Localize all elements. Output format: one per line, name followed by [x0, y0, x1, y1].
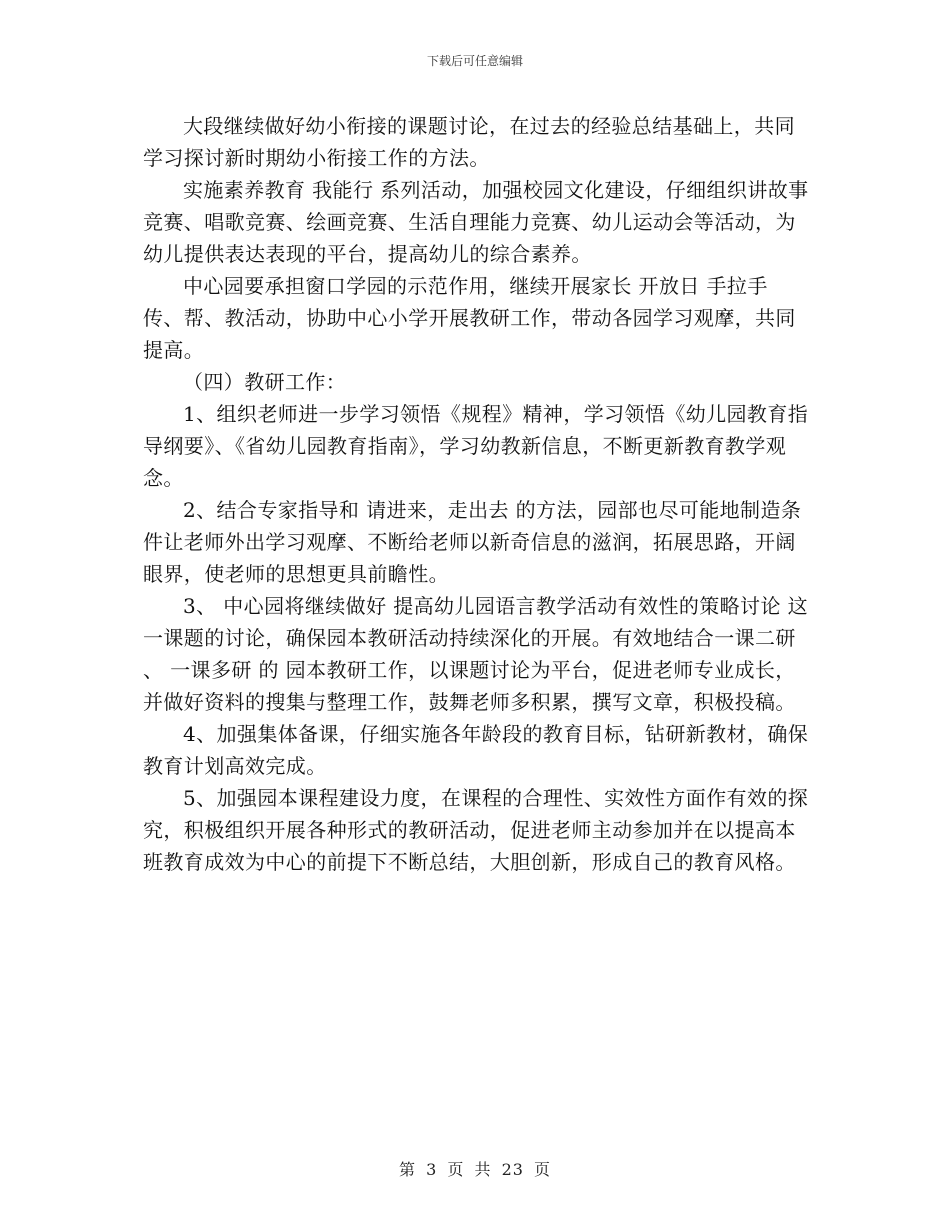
page-footer [0, 1157, 950, 1180]
footer-total-pages: 23 [501, 1160, 524, 1179]
paragraph-item-4: 4、加强集体备课，仔细实施各年龄段的教育目标，钻研新教材，确保教育计划高效完成。 [143, 722, 809, 778]
page-header: 下载后可任意编辑 [426, 54, 523, 68]
paragraph-center-kindergarten: 中心园要承担窗口学园的示范作用，继续开展家长 开放日 手拉手 传、帮、教活动，协助中心小学开展教研工作，带动各园学习观摩，共同提高。 [143, 274, 796, 362]
document-body [143, 110, 813, 878]
footer-current-page: 3 [426, 1160, 438, 1179]
footer-suffix: 页 [534, 1160, 552, 1179]
paragraph-item-2: 2、结合专家指导和 请进来，走出去 的方法，园部也尽可能地制造条件让老师外出学习观摩、不断给老师以新奇信息的滋润，拓展思路，开阔眼界，使老师的思想更具前瞻性。 [143, 498, 802, 586]
footer-total-word: 共 [474, 1160, 492, 1179]
paragraph-item-1: 1、组织老师进一步学习领悟《规程》精神，学习领悟《幼儿园教育指导纲要》、《省幼儿园教育指南》，学习幼教新信息，不断更新教育教学观念。 [143, 402, 809, 490]
paragraph-item-3: 3、 中心园将继续做好 提高幼儿园语言教学活动有效性的策略讨论 这一课题的讨论，确保园本教研活动持续深化的开展。有效地结合一课二研 、 一课多研 的 园本教研工作，以课题讨论为平台，促进老师专业成长，并做好资料的搜集与整理工作，鼓舞老师多积累，撰写文章，积极投稿。 [143, 594, 808, 714]
paragraph-item-5: 5、加强园本课程建设力度，在课程的合理性、实效性方面作有效的探究，积极组织开展各种形式的教研活动，促进老师主动参加并在以提高本班教育成效为中心的前提下不断总结，大胆创新，形成自己的教育风格。 [143, 786, 809, 874]
paragraph-transition: 大段继续做好幼小衔接的课题讨论，在过去的经验总结基础上，共同学习探讨新时期幼小衔接工作的方法。 [143, 114, 795, 170]
section-heading-research: （四）教研工作： [183, 370, 347, 394]
footer-page-word: 页 [447, 1160, 465, 1179]
footer-prefix: 第 [398, 1160, 416, 1179]
paragraph-quality-education: 实施素养教育 我能行 系列活动，加强校园文化建设，仔细组织讲故事竞赛、唱歌竞赛、绘画竞赛、生活自理能力竞赛、幼儿运动会等活动，为幼儿提供表达表现的平台，提高幼儿的综合素养。 [143, 178, 809, 266]
